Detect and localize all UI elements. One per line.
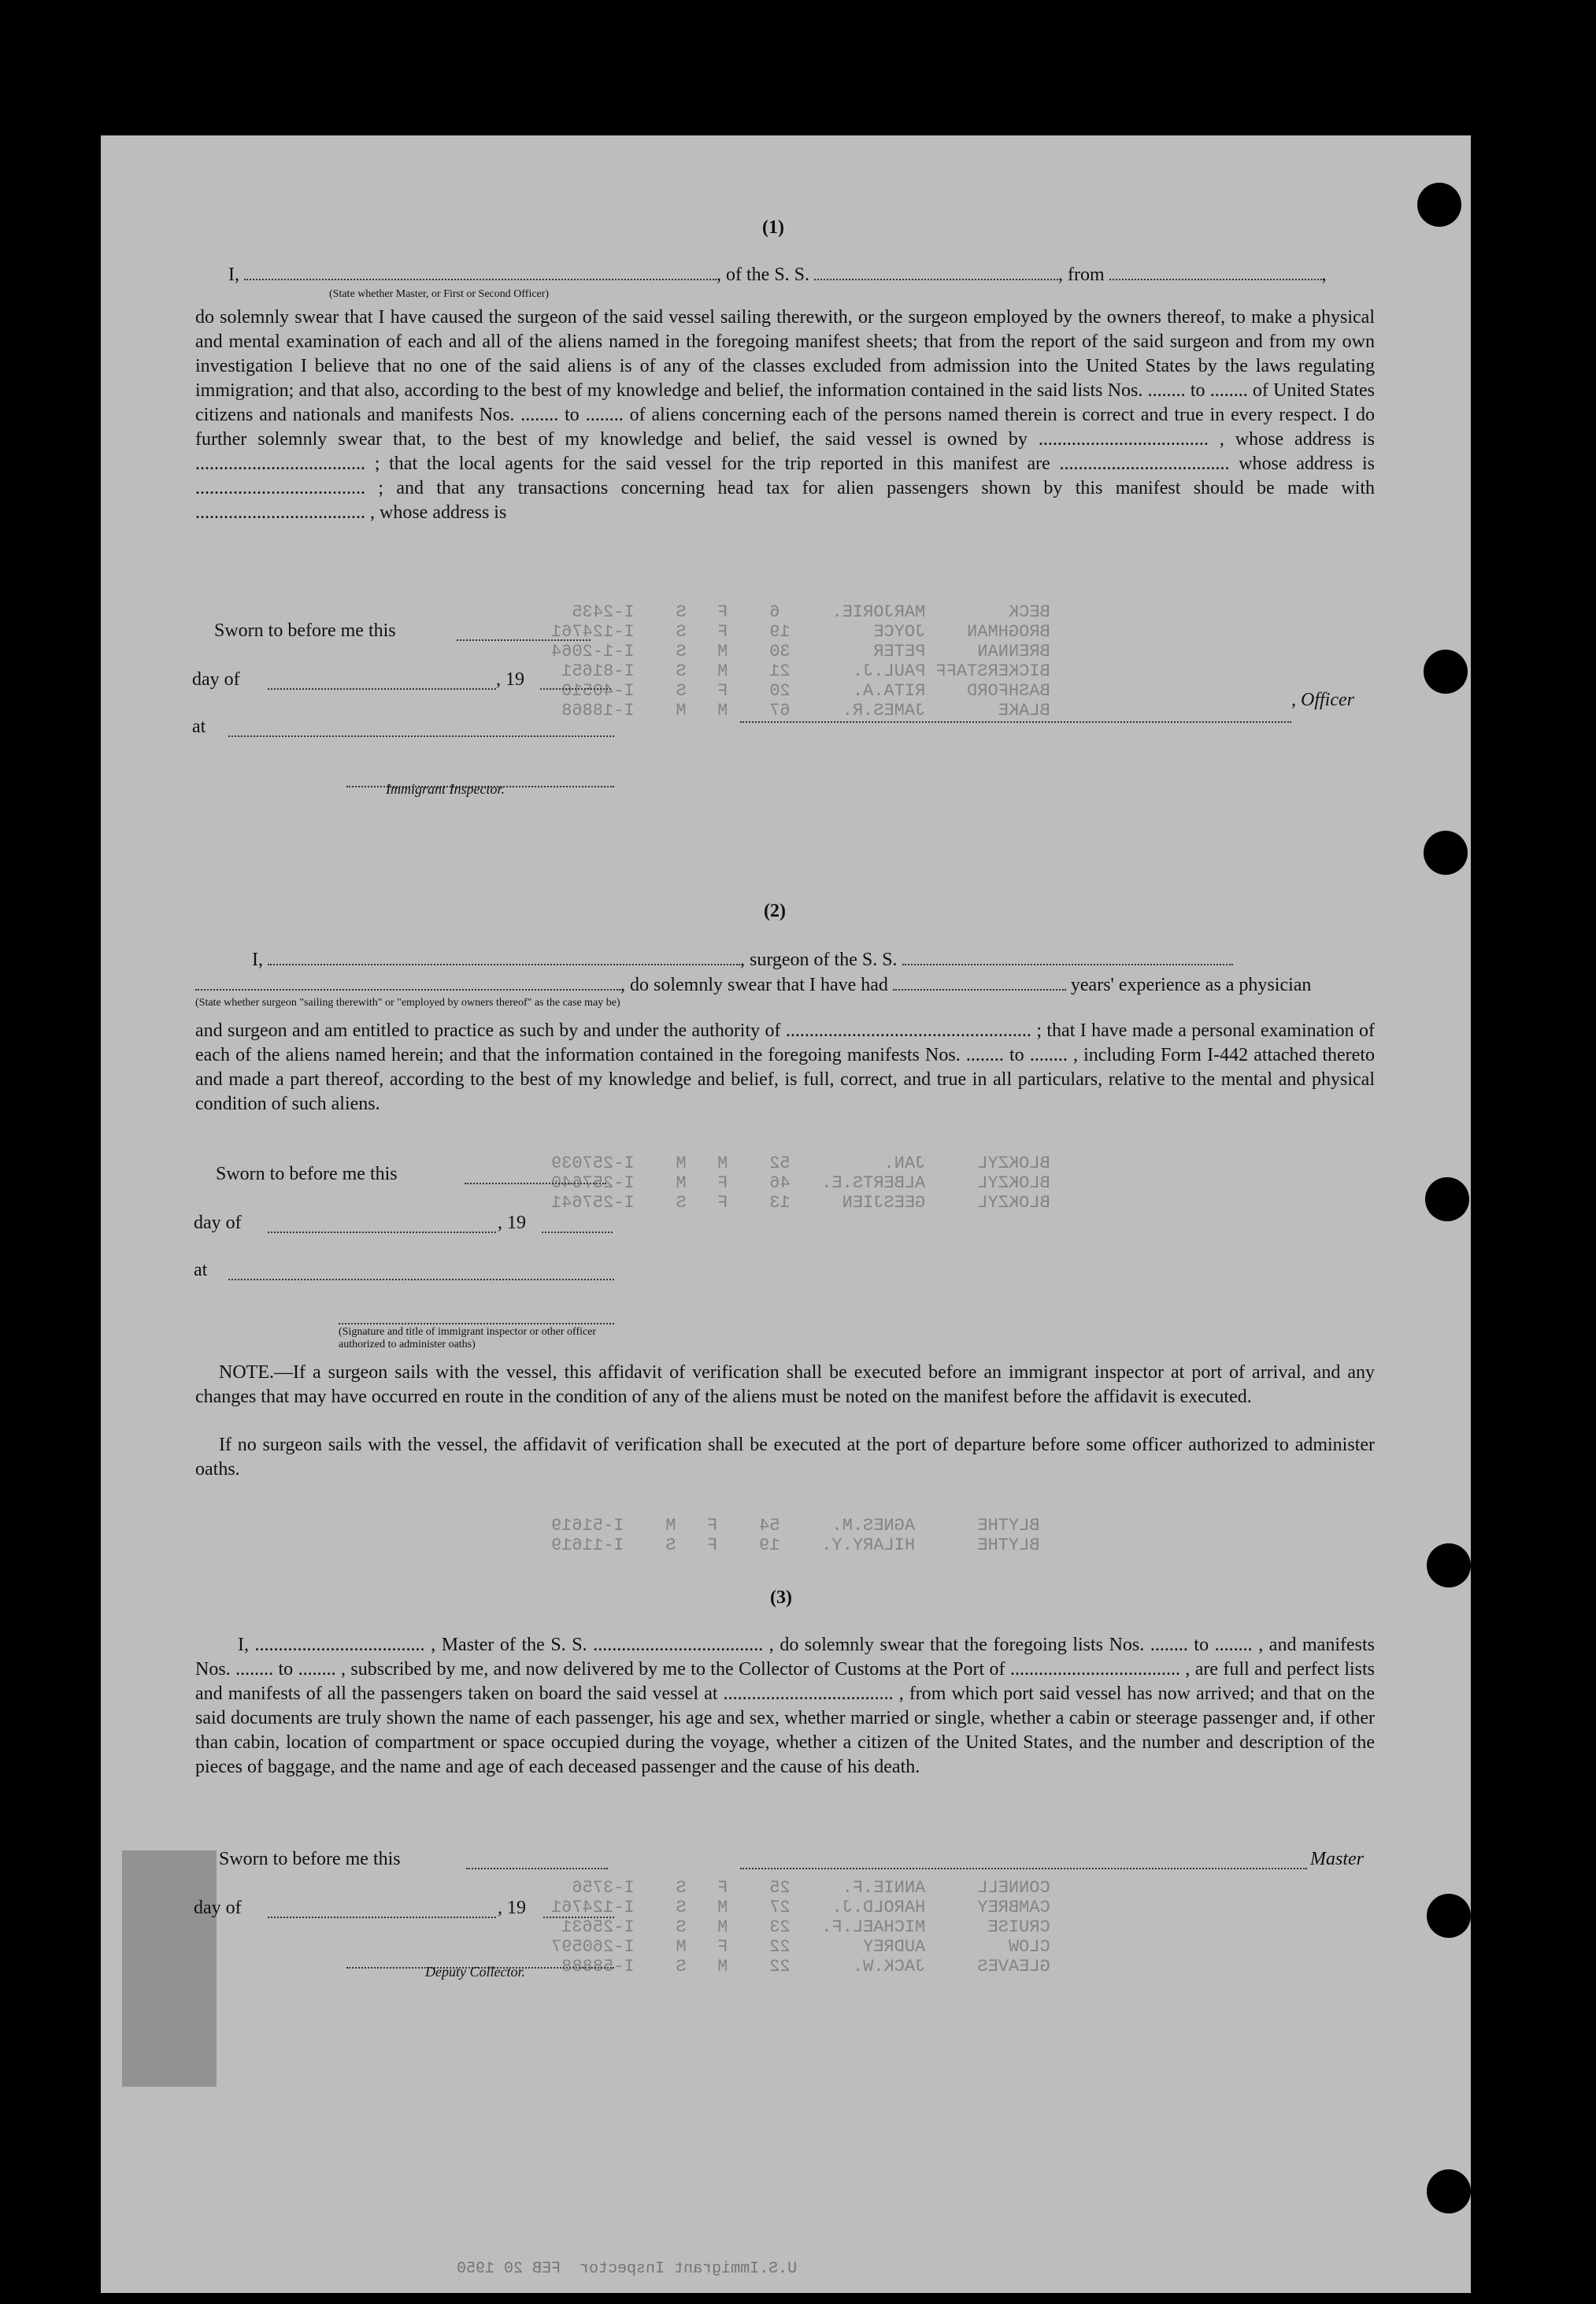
officer-signature-field[interactable] — [740, 706, 1291, 723]
section-2-sworn: Sworn to before me this — [216, 1164, 398, 1184]
section-1-sworn: Sworn to before me this — [214, 620, 396, 641]
section-3-sworn-field[interactable] — [466, 1852, 608, 1869]
section-2-line-1 — [252, 948, 1354, 972]
section-2-signature-field[interactable] — [339, 1307, 614, 1324]
section-2-day-of: day of — [194, 1213, 242, 1233]
years-experience-label: years' experience as a physician — [1070, 975, 1312, 995]
section-2-year-field[interactable] — [542, 1216, 613, 1233]
punch-hole-icon — [1424, 650, 1468, 694]
surgeon-ship-field[interactable] — [902, 948, 1233, 965]
punch-hole-icon — [1427, 2169, 1471, 2213]
note-paragraph-1 — [195, 1361, 1375, 1409]
section-2-prefix: I, — [252, 950, 263, 970]
punch-hole-icon — [1417, 183, 1461, 227]
section-2-paragraph: and surgeon and am entitled to practice as such by and under the authority of .................................................... ; that I have made a personal examination of each of the aliens named herein; and that the information contained in the foregoing manifests Nos. ........ to ........ , including Form I-442 attached thereto and made a part thereof, according to the best of my knowledge and belief, is full, correct, and true in all particulars, relative to the mental and physical condition of such aliens. — [195, 1021, 1375, 1114]
deputy-collector-label: Deputy Collector. — [425, 1964, 525, 1980]
master-label: Master — [1310, 1849, 1364, 1869]
section-3-day-of: day of — [194, 1898, 242, 1918]
surgeon-ship-label: , surgeon of the S. S. — [740, 950, 898, 970]
bleed-through-text: BLYTHE AGNES.M. 54 F M I-51619 BLYTHE HILARY.Y. 19 F S I-11619 — [551, 1516, 1040, 1555]
punch-hole-icon — [1424, 831, 1468, 875]
section-2-line-2 — [195, 973, 1376, 997]
note-text-1: —If a surgeon sails with the vessel, this affidavit of verification shall be executed before an immigrant inspector at port of arrival, and any changes that may have occurred en route in the condition of any of the aliens must be noted on the manifest before the affidavit is executed. — [195, 1362, 1375, 1407]
note-paragraph-2: If no surgeon sails with the vessel, the affidavit of verification shall be executed at the port of departure before some officer authorized to administer oaths. — [195, 1435, 1375, 1480]
note-label: NOTE. — [219, 1362, 274, 1383]
ship-name-field[interactable] — [814, 263, 1058, 280]
officer-label: , Officer — [1291, 690, 1354, 710]
section-2-signature-note: (Signature and title of immigrant inspector or other officer authorized to administer oaths) — [339, 1326, 597, 1350]
punch-hole-icon — [1425, 1177, 1469, 1221]
inspection-stamp: U.S.Immigrant Inspector FEB 20 1950 — [457, 2260, 798, 2278]
section-1-sworn-field[interactable] — [457, 624, 591, 641]
punch-hole-icon — [1427, 1543, 1471, 1587]
bleed-through-text: CONNELL ANNIE.F. 25 F S I-3756 CAMBREY HAROLD.J. 27 M S I-124761 CRUISE MICHAEL.F. 23 M S I-25631 CLOW AUDREY 22 F M I-260597 GLEAVES JACK.W. 22 M S I-58888 — [551, 1878, 1050, 1976]
section-3-year-field[interactable] — [543, 1901, 614, 1918]
section-2-sworn-field[interactable] — [465, 1167, 606, 1184]
section-3-sworn: Sworn to before me this — [219, 1849, 401, 1869]
years-experience-field[interactable] — [893, 973, 1066, 991]
section-1-year: , 19 — [496, 669, 524, 690]
bleed-through-text: BECK MARJORIE. 6 F S I-2435 BROGHMAN JOYCE 19 F S I-124761 BRENNAN PETER 30 M S I-1-2064 BICKERSTAFF PAUL.J. 21 M S I-81651 BASHFORD RITA.A. 20 F S I-40510 BLAKE JAMES.R. 67 M M I-18868 — [551, 602, 1050, 720]
section-3-day-field[interactable] — [268, 1901, 496, 1918]
section-1-day-of: day of — [192, 669, 240, 690]
section-1-at-field[interactable] — [228, 720, 614, 737]
solemnly-swear-label: , do solemnly swear that I have had — [620, 975, 888, 995]
punch-hole-icon — [1427, 1894, 1471, 1938]
section-3-paragraph: I, .................................... , Master of the S. S. .................................... , do solemnly swear that the foregoing lists Nos. ........ to ........ , and manifests Nos. ........ to ........ , subscribed by me, and now delivered by me to the Collector of Customs at the Port of .................................... , are full and perfect lists and manifests of all the passengers taken on board the said vessel at .................................... , from which port said vessel has now arrived; and that on the said documents are truly shown the name of each passenger, his age and sex, whether married or single, whether a cabin or steerage passenger and, if other than cabin, location of compartment or space occupied during the voyage, whether a citizen of the United States, and the number and description of the pieces of baggage, and the name and age of each deceased passenger and the cause of his death. — [195, 1635, 1375, 1777]
section-2-label: (2) — [764, 901, 786, 921]
section-1-at: at — [192, 717, 206, 737]
section-2-day-field[interactable] — [268, 1216, 496, 1233]
section-1-day-field[interactable] — [268, 672, 496, 690]
surgeon-name-field[interactable] — [268, 948, 740, 965]
master-signature-field[interactable] — [740, 1852, 1307, 1869]
section-2-year: , 19 — [498, 1213, 526, 1233]
section-1-prefix: I, — [228, 265, 239, 285]
section-3-label: (3) — [770, 1587, 792, 1608]
section-1-year-field[interactable] — [540, 672, 611, 690]
from-label: , from — [1058, 265, 1105, 285]
section-1-paragraph: do solemnly swear that I have caused the surgeon of the said vessel sailing therewith, or the surgeon employed by the owners thereof, to make a physical and mental examination of each and all of the aliens named in the foregoing manifest sheets; that from the report of the said surgeon and from my own investigation I believe that no one of the said aliens is of any of the classes excluded from admission into the United States by the laws regulating immigration; and that also, according to the best of my knowledge and belief, the information contained in the said lists Nos. ........ to ........ of United States citizens and nationals and manifests Nos. ........ to ........ of aliens concerning each of the persons named therein is correct and true in every respect. I do further solemnly swear that, to the best of my knowledge and belief, the said vessel is owned by .................................... , whose address is .................................... ; that the local agents for the said vessel for the trip reported in this manifest are .................................... whose address is .................................... ; and that any transactions concerning head tax for alien passengers shown by this manifest should be made with .................................... , whose address is — [195, 307, 1375, 523]
paper-stain — [122, 1850, 217, 2087]
section-3-year: , 19 — [498, 1898, 526, 1918]
from-port-field[interactable] — [1109, 263, 1322, 280]
section-1-title-note: (State whether Master, or First or Second Officer) — [329, 288, 550, 300]
section-2-status-note: (State whether surgeon "sailing therewith" or "employed by owners thereof" as the case may be) — [195, 997, 620, 1009]
section-1-line-1: I, , of the S. S. , from , — [228, 265, 1327, 285]
section-2-at-field[interactable] — [228, 1263, 614, 1280]
immigrant-inspector-label: Immigrant Inspector. — [386, 781, 505, 797]
bleed-through-text: BLOKZYL JAN. 52 M M I-257039 BLOKZYL ALBERTS.E. 46 F M I-257640 BLOKZYL GEESJIEN 13 F S I-257641 — [551, 1154, 1050, 1213]
section-1-label: (1) — [762, 217, 784, 238]
officer-title-field[interactable] — [244, 263, 717, 280]
surgeon-status-field[interactable] — [195, 973, 620, 991]
section-2-at: at — [194, 1260, 208, 1280]
ship-label: , of the S. S. — [717, 265, 810, 285]
